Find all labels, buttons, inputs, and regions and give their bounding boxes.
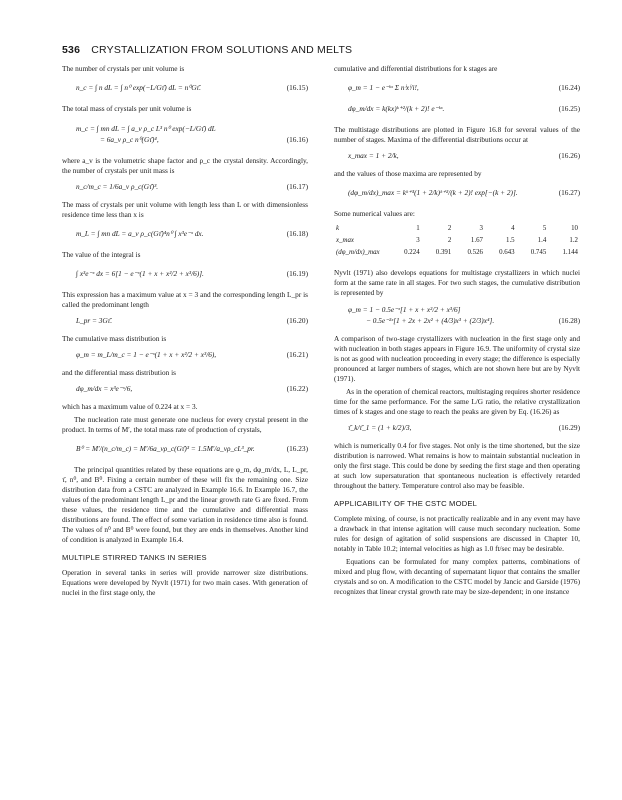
equation-number: (16.26): [558, 151, 580, 160]
table-cell: 3: [479, 225, 483, 232]
table-cell: 4: [511, 225, 515, 232]
equation-number: (16.20): [286, 316, 308, 325]
equation-expression: τ̄_k/τ̄_1 = (1 + k/2)/3,: [348, 423, 412, 432]
equation-expression: (dφ_m/dx)_max = kᵏ⁺³(1 + 2/k)ᵏ⁺²/(k + 2)! exp[−(k + 2)].: [348, 188, 518, 197]
equation: [334, 188, 580, 198]
equation-expression: [62, 123, 216, 145]
row-label: k: [336, 225, 340, 232]
paragraph: The principal quantities related by these equations are φ_m, dφ_m/dx, L, L_pr, τ̄, n⁰, and B⁰. Fixing a certain number of these will fix the remaining one. Size distribution data from a CSTC are analyzed in Example 16.6. In Example 16.7, the values of the predominant length L_pr and the linear growth rate G are fixed. From these values, the residence time and the cumulative and differential mass distributions are found. The effect of some variation in residence time also is found. The values of n⁰ and B⁰ were found, but they are ends in themselves. Another kind of condition is analyzed in Example 16.4.: [62, 465, 308, 544]
equation: [334, 104, 580, 114]
equation-expression: x_max = 1 + 2/k,: [348, 151, 399, 160]
equation: [334, 83, 580, 93]
equation-number: (16.17): [286, 182, 308, 191]
equation-expression: L_pr = 3Gτ̄.: [76, 316, 113, 325]
table-cell: 2: [447, 237, 452, 244]
table-cell: 2: [447, 225, 452, 232]
equation: [62, 123, 308, 145]
equation-number: (16.15): [286, 83, 308, 92]
equation: [334, 423, 580, 433]
paragraph: The multistage distributions are plotted in Figure 16.8 for several values of the number of stages. Maxima of the differential distributions occur at: [334, 125, 580, 144]
paragraph: Some numerical values are:: [334, 209, 415, 218]
paragraph: Nyvlt (1971) also develops equations for multistage crystallizers in which nuclei form at the same rate in all stages. For two such stages, the cumulative distribution is represented by: [334, 268, 580, 297]
table-cell: 1: [416, 225, 420, 232]
equation-line: m_c = ∫ mn dL = ∫ a_v ρ_c L³ n⁰ exp(−L/Gτ̄) dL: [76, 124, 216, 133]
equation-number: (16.29): [558, 423, 580, 432]
equation-expression: dφ_m/dx = x³e⁻ˣ/6,: [76, 384, 133, 393]
paragraph: The value of the integral is: [62, 250, 141, 259]
numerical-values-table: [334, 223, 580, 259]
right-column: [334, 64, 580, 600]
equation-number: (16.21): [286, 350, 308, 359]
paragraph: and the values of those maxima are represented by: [334, 169, 482, 178]
equation: [62, 269, 308, 279]
paragraph: The cumulative mass distribution is: [62, 334, 167, 343]
equation-line: = 6a_v ρ_c n⁰(Gτ̄)⁴,: [100, 135, 159, 144]
equation-number: (16.22): [286, 384, 308, 393]
table-cell: 10: [571, 225, 578, 232]
equation-expression: m_L = ∫ mn dL = a_v ρ_c(Gτ̄)⁴n⁰ ∫ x³e⁻ˣ dx.: [76, 229, 204, 238]
equation: [334, 304, 580, 326]
equation-number: (16.28): [558, 316, 580, 325]
equation-number: (16.25): [558, 104, 580, 113]
paragraph: The total mass of crystals per unit volume is: [62, 104, 192, 113]
table-row: [334, 247, 580, 259]
equation: [62, 444, 308, 454]
table-row: [334, 223, 580, 235]
table-cell: 5: [542, 225, 547, 232]
table-cell: 1.2: [569, 237, 578, 244]
section-heading: APPLICABILITY OF THE CSTC MODEL: [334, 499, 478, 508]
equation-expression: φ_m = m_L/m_c = 1 − e⁻ˣ(1 + x + x²/2 + x³/6),: [76, 350, 217, 359]
equation-expression: φ_m = 1 − e⁻ᵏˣ Σ nⁱxⁱ/i!,: [348, 83, 419, 92]
equation-number: (16.16): [286, 135, 308, 144]
table-cell: 1.5: [506, 237, 515, 244]
equation-expression: dφ_m/dx = k(kx)ᵏ⁺²/(k + 2)! e⁻ᵏˣ.: [348, 104, 445, 113]
equation: [62, 182, 308, 192]
equation: [334, 151, 580, 161]
paragraph: A comparison of two-stage crystallizers with nucleation in the first stage only and with nucleation in both stages appears in Figure 16.9. The uniformity of crystal size is not as good with nucleation proceeding in every stage; the difference is especially pronounced at larger numbers of stages, which are not shown here but are by Nyvlt (1971).: [334, 334, 580, 383]
table-cell: 1.4: [537, 237, 547, 244]
section-heading: MULTIPLE STIRRED TANKS IN SERIES: [62, 553, 207, 562]
equation-expression: n_c/m_c = 1/6a_v ρ_c(Gτ̄)³.: [76, 182, 159, 191]
table-cell: 0.643: [499, 249, 515, 256]
table-cell: 3: [416, 237, 420, 244]
left-column: [62, 64, 308, 601]
page-number: 536: [62, 44, 81, 56]
table-cell: 1.144: [562, 249, 578, 256]
paragraph: Complete mixing, of course, is not practically realizable and in any event may have a drawback in that intense agitation will cause much secondary nucleation. Some rules for design of agitation of solid suspensions are discussed in Chapter 10, notably in Table 10.2; internal velocities as high as 1.0 ft/sec may be desirable.: [334, 514, 580, 553]
equation-expression: n_c = ∫ n dL = ∫ n⁰ exp(−L/Gτ̄) dL = n⁰Gτ̄.: [76, 83, 201, 92]
paragraph: and the differential mass distribution is: [62, 368, 176, 377]
equation-number: (16.19): [286, 269, 308, 278]
running-title: CRYSTALLIZATION FROM SOLUTIONS AND MELTS: [91, 44, 353, 56]
equation: [62, 229, 308, 239]
equation-expression: [334, 304, 494, 326]
equation: [62, 83, 308, 93]
paragraph: The number of crystals per unit volume is: [62, 64, 185, 73]
equation-number: (16.23): [286, 444, 308, 453]
paragraph: which is numerically 0.4 for five stages. Not only is the time shortened, but the size distribution is narrowed. What remains is how to maintain substantial nucleation in only the first stage. This could be done by seeding the first stage and then operating at such low supersaturation that spontaneous nucleation is effectively retarded throughout the battery. Temperature control also may be feasible.: [334, 441, 580, 490]
paragraph: Equations can be formulated for many complex patterns, combinations of mixed and plug flow, with decanting of supernatant liquor that contains the smaller crystals and so on. A modification to the CSTC model by Jancic and Garside (1976) recognizes that linear crystal growth rate may be size-dependent; in one instance: [334, 557, 580, 596]
paragraph: This expression has a maximum value at x = 3 and the corresponding length L_pr is called the predominant length: [62, 290, 308, 309]
equation-expression: ∫ x³e⁻ˣ dx = 6[1 − e⁻ˣ(1 + x + x²/2 + x³/6)].: [76, 269, 204, 278]
equation-number: (16.24): [558, 83, 580, 92]
equation-expression: B⁰ = M′/(n_c/m_c) = M′/6a_vρ_c(Gτ̄)³ = 1.5M′/a_vρ_cL³_pr.: [76, 444, 255, 453]
equation-line: φ_m = 1 − 0.5e⁻ˣ[1 + x + x²/2 + x³/6]: [348, 305, 461, 314]
paragraph: The mass of crystals per unit volume with length less than L or with dimensionless residence time less than x is: [62, 200, 308, 219]
paragraph: which has a maximum value of 0.224 at x = 3.: [62, 402, 198, 411]
paragraph: Operation in several tanks in series will provide narrower size distributions. Equations were developed by Nyvlt (1971) for two main cases. With generation of nuclei in the first stage only, the: [62, 568, 308, 597]
equation: [62, 384, 308, 394]
paragraph: The nucleation rate must generate one nucleus for every crystal present in the product. In terms of M′, the total mass rate of production of crystals,: [62, 415, 308, 434]
paragraph: As in the operation of chemical reactors, multistaging requires shorter residence time for the same performance. For the same L/G ratio, the relative crystallization times of k stages and one stage to reach the peaks are given by Eq. (16.26) as: [334, 387, 580, 416]
table-cell: 0.391: [435, 249, 452, 256]
table-cell: 0.745: [530, 249, 547, 256]
equation: [62, 316, 308, 326]
equation-number: (16.27): [558, 188, 580, 197]
row-label: x_max: [336, 237, 354, 244]
paragraph: where a_v is the volumetric shape factor and ρ_c the crystal density. Accordingly, the number of crystals per unit mass is: [62, 156, 308, 175]
table-cell: 0.526: [467, 249, 483, 256]
equation-number: (16.18): [286, 229, 308, 238]
equation: [62, 350, 308, 360]
row-label: (dφ_m/dx)_max: [336, 249, 380, 256]
table-cell: 1.67: [470, 237, 483, 244]
equation-line: − 0.5e⁻²ˣ[1 + 2x + 2x² + (4/3)x³ + (2/3)x⁴].: [366, 316, 495, 325]
table-cell: 0.224: [404, 249, 420, 256]
page-header: [62, 44, 562, 56]
table-row: [334, 235, 580, 247]
paragraph: cumulative and differential distributions for k stages are: [334, 64, 498, 73]
